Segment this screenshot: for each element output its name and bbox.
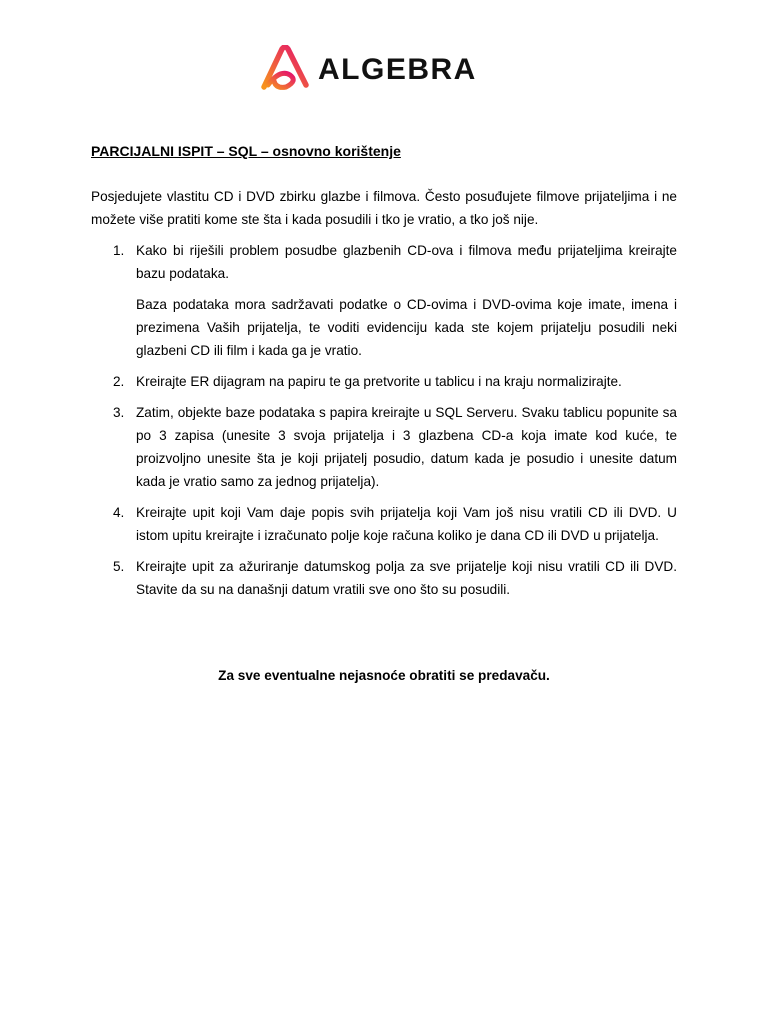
list-item — [91, 555, 677, 601]
document-body — [91, 140, 677, 609]
page-title: PARCIJALNI ISPIT – SQL – osnovno korištenje — [91, 143, 401, 159]
algebra-logo-icon — [260, 45, 310, 91]
list-item — [91, 370, 677, 393]
list-item-text: Kako bi riješili problem posudbe glazbenih CD-ova i filmova među prijateljima kreirajte bazu podataka. — [136, 243, 677, 281]
list-item-subparagraph: Baza podataka mora sadržavati podatke o CD-ovima i DVD-ovima koje imate, imena i prezimena Vaših prijatelja, te voditi evidenciju kada ste kojem prijatelju posudili neki glazbeni CD ili film i kada ga je vratio. — [136, 297, 677, 358]
list-item-number: 1. — [113, 243, 125, 258]
list-item-text: Kreirajte upit koji Vam daje popis svih prijatelja koji Vam još nisu vratili CD ili DVD. U istom upitu kreirajte i izračunato polje koje računa koliko je dana CD ili DVD u prijatelja. — [136, 505, 677, 543]
list-item-number: 5. — [113, 559, 125, 574]
list-item-text: Kreirajte upit za ažuriranje datumskog polja za sve prijatelje koji nisu vratili CD ili DVD. Stavite da su na današnji datum vratili sve ono što su posudili. — [136, 559, 677, 597]
list-item — [91, 501, 677, 547]
list-item-number: 2. — [113, 374, 125, 389]
algebra-logo — [260, 44, 477, 92]
closing-note: Za sve eventualne nejasnoće obratiti se predavaču. — [218, 667, 550, 683]
logo-wordmark: ALGEBRA — [318, 53, 477, 86]
list-item-text: Kreirajte ER dijagram na papiru te ga pretvorite u tablicu i na kraju normalizirajte. — [136, 374, 622, 389]
list-item — [91, 401, 677, 493]
list-item-number: 3. — [113, 405, 125, 420]
task-list — [91, 239, 677, 601]
list-item-number: 4. — [113, 505, 125, 520]
list-item-text: Zatim, objekte baze podataka s papira kreirajte u SQL Serveru. Svaku tablicu popunite sa po 3 zapisa (unesite 3 svoja prijatelja i 3 glazbena CD-a koja imate kod kuće, te proizvoljno unesite šta je koji prijatelj posudio, datum kada je posudio i unesite datum kada je vratio samo za jednog prijatelja). — [136, 405, 677, 489]
list-item — [91, 239, 677, 362]
intro-paragraph: Posjedujete vlastitu CD i DVD zbirku glazbe i filmova. Često posuđujete filmove prijateljima i ne možete više pratiti kome ste šta i kada posudili i tko je vratio, a tko još nije. — [91, 189, 677, 227]
